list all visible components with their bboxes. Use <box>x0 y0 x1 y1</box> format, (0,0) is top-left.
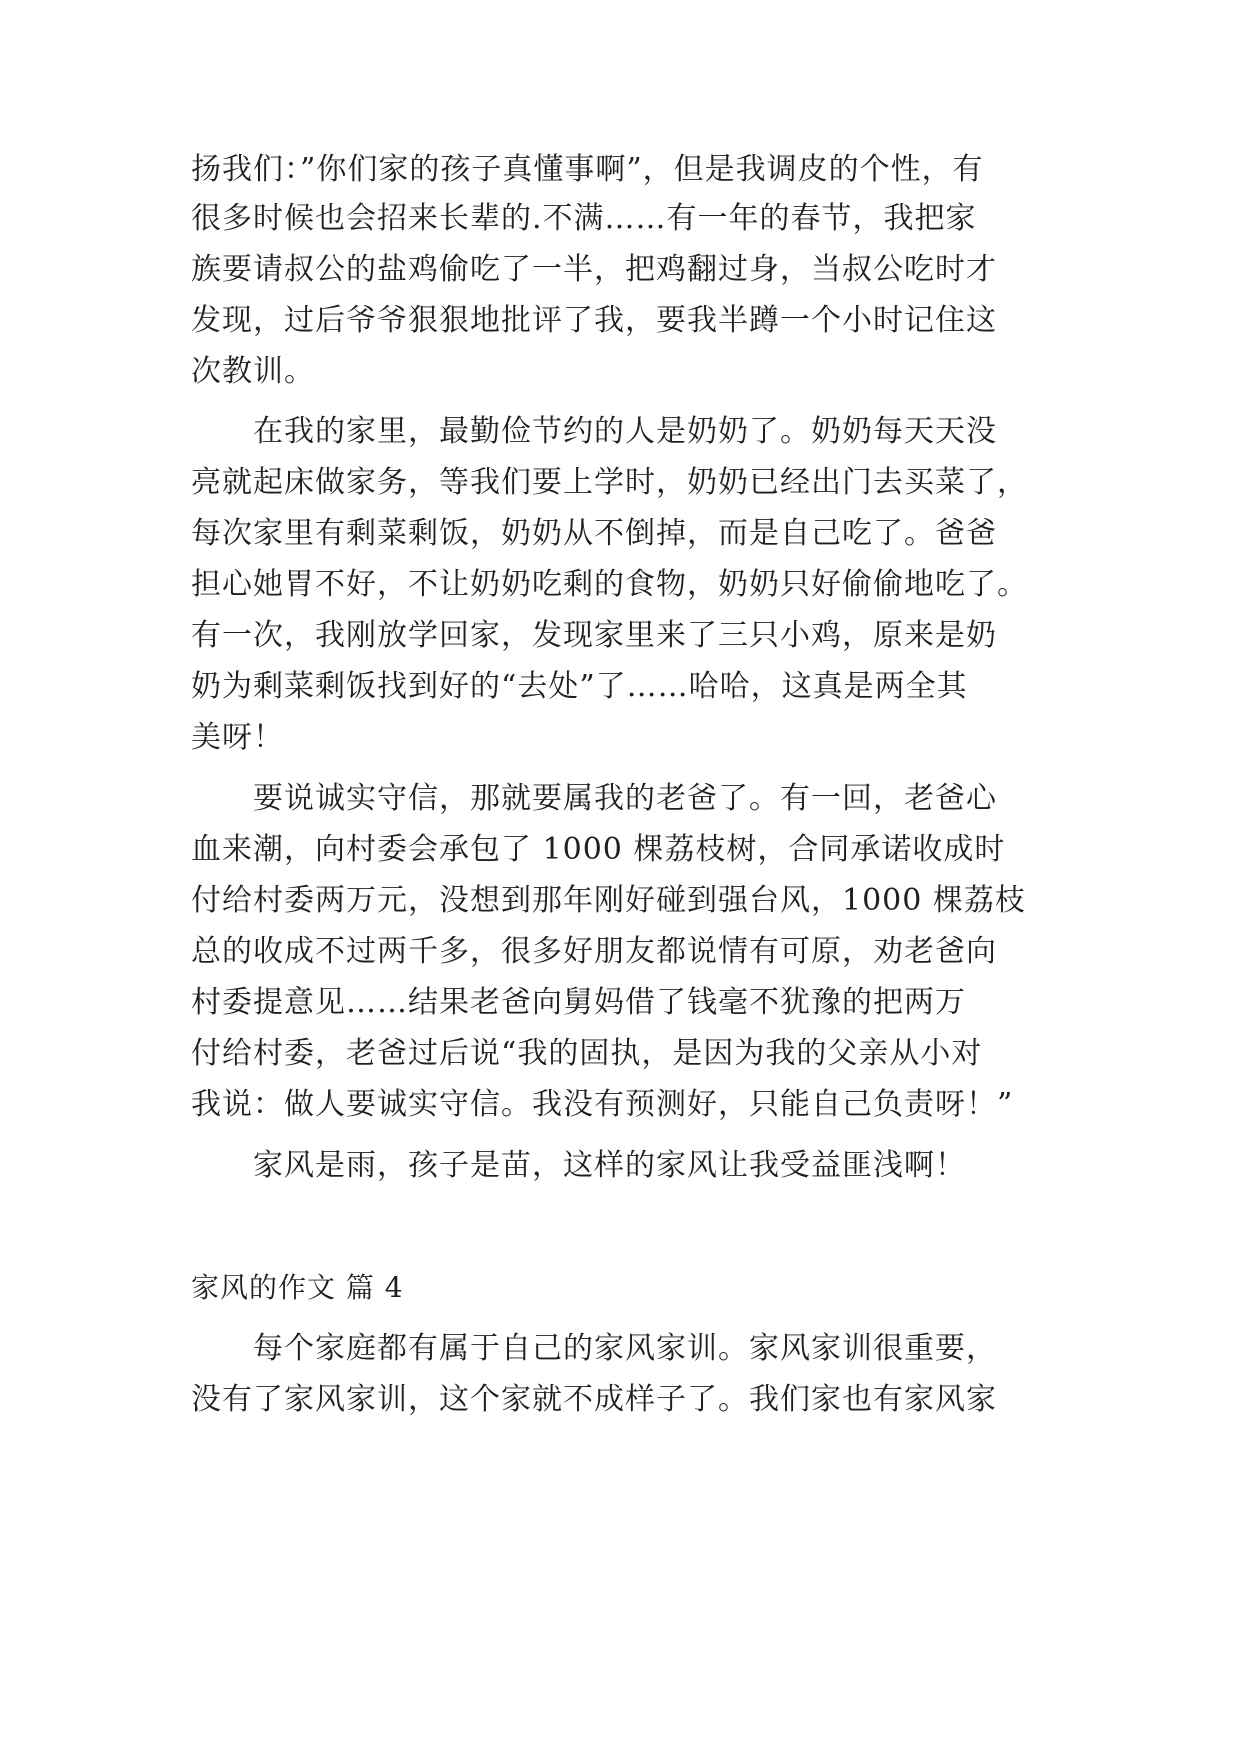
paragraph-3-line-5: 村委提意见……结果老爸向舅妈借了钱毫不犹豫的把两万 <box>191 985 966 1020</box>
paragraph-1-line-3: 族要请叔公的盐鸡偷吃了一半，把鸡翻过身，当叔公吃时才 <box>191 252 997 287</box>
paragraph-2-line-5: 有一次，我刚放学回家，发现家里来了三只小鸡，原来是奶 <box>191 618 997 653</box>
paragraph-1-line-4: 发现，过后爷爷狠狠地批评了我，要我半蹲一个小时记住这 <box>191 303 997 338</box>
section-heading: 家风的作文 篇 4 <box>191 1271 404 1304</box>
paragraph-2-line-4: 担心她胃不好，不让奶奶吃剩的食物，奶奶只好偷偷地吃了。 <box>191 567 1028 602</box>
paragraph-2-line-3: 每次家里有剩菜剩饭，奶奶从不倒掉，而是自己吃了。爸爸 <box>191 516 997 551</box>
section-paragraph-line-2: 没有了家风家训，这个家就不成样子了。我们家也有家风家 <box>191 1382 997 1417</box>
paragraph-4-line-1: 家风是雨，孩子是苗，这样的家风让我受益匪浅啊！ <box>253 1148 966 1183</box>
paragraph-2-line-2: 亮就起床做家务，等我们要上学时，奶奶已经出门去买菜了， <box>191 465 1028 500</box>
paragraph-3-line-3: 付给村委两万元，没想到那年刚好碰到强台风，1000 棵荔枝 <box>191 883 1026 918</box>
section-paragraph-line-1: 每个家庭都有属于自己的家风家训。家风家训很重要， <box>253 1331 997 1366</box>
paragraph-2-line-7: 美呀！ <box>191 720 284 755</box>
paragraph-3-line-1: 要说诚实守信，那就要属我的老爸了。有一回，老爸心 <box>253 781 997 816</box>
paragraph-1-line-2: 很多时候也会招来长辈的.不满……有一年的春节，我把家 <box>191 201 977 236</box>
paragraph-1-line-5: 次教训。 <box>191 354 315 389</box>
paragraph-3-line-2: 血来潮，向村委会承包了 1000 棵荔枝树，合同承诺收成时 <box>191 832 1006 867</box>
paragraph-3-line-4: 总的收成不过两千多，很多好朋友都说情有可原，劝老爸向 <box>191 934 997 969</box>
paragraph-3-line-6: 付给村委，老爸过后说“我的固执，是因为我的父亲从小对 <box>191 1036 983 1071</box>
paragraph-3-line-7: 我说：做人要诚实守信。我没有预测好，只能自己负责呀！” <box>191 1087 1014 1122</box>
paragraph-1-line-1: 扬我们：”你们家的孩子真懂事啊”，但是我调皮的个性，有 <box>191 152 984 187</box>
paragraph-2-line-1: 在我的家里，最勤俭节约的人是奶奶了。奶奶每天天没 <box>253 414 997 449</box>
paragraph-2-line-6: 奶为剩菜剩饭找到好的“去处”了……哈哈，这真是两全其 <box>191 669 968 704</box>
